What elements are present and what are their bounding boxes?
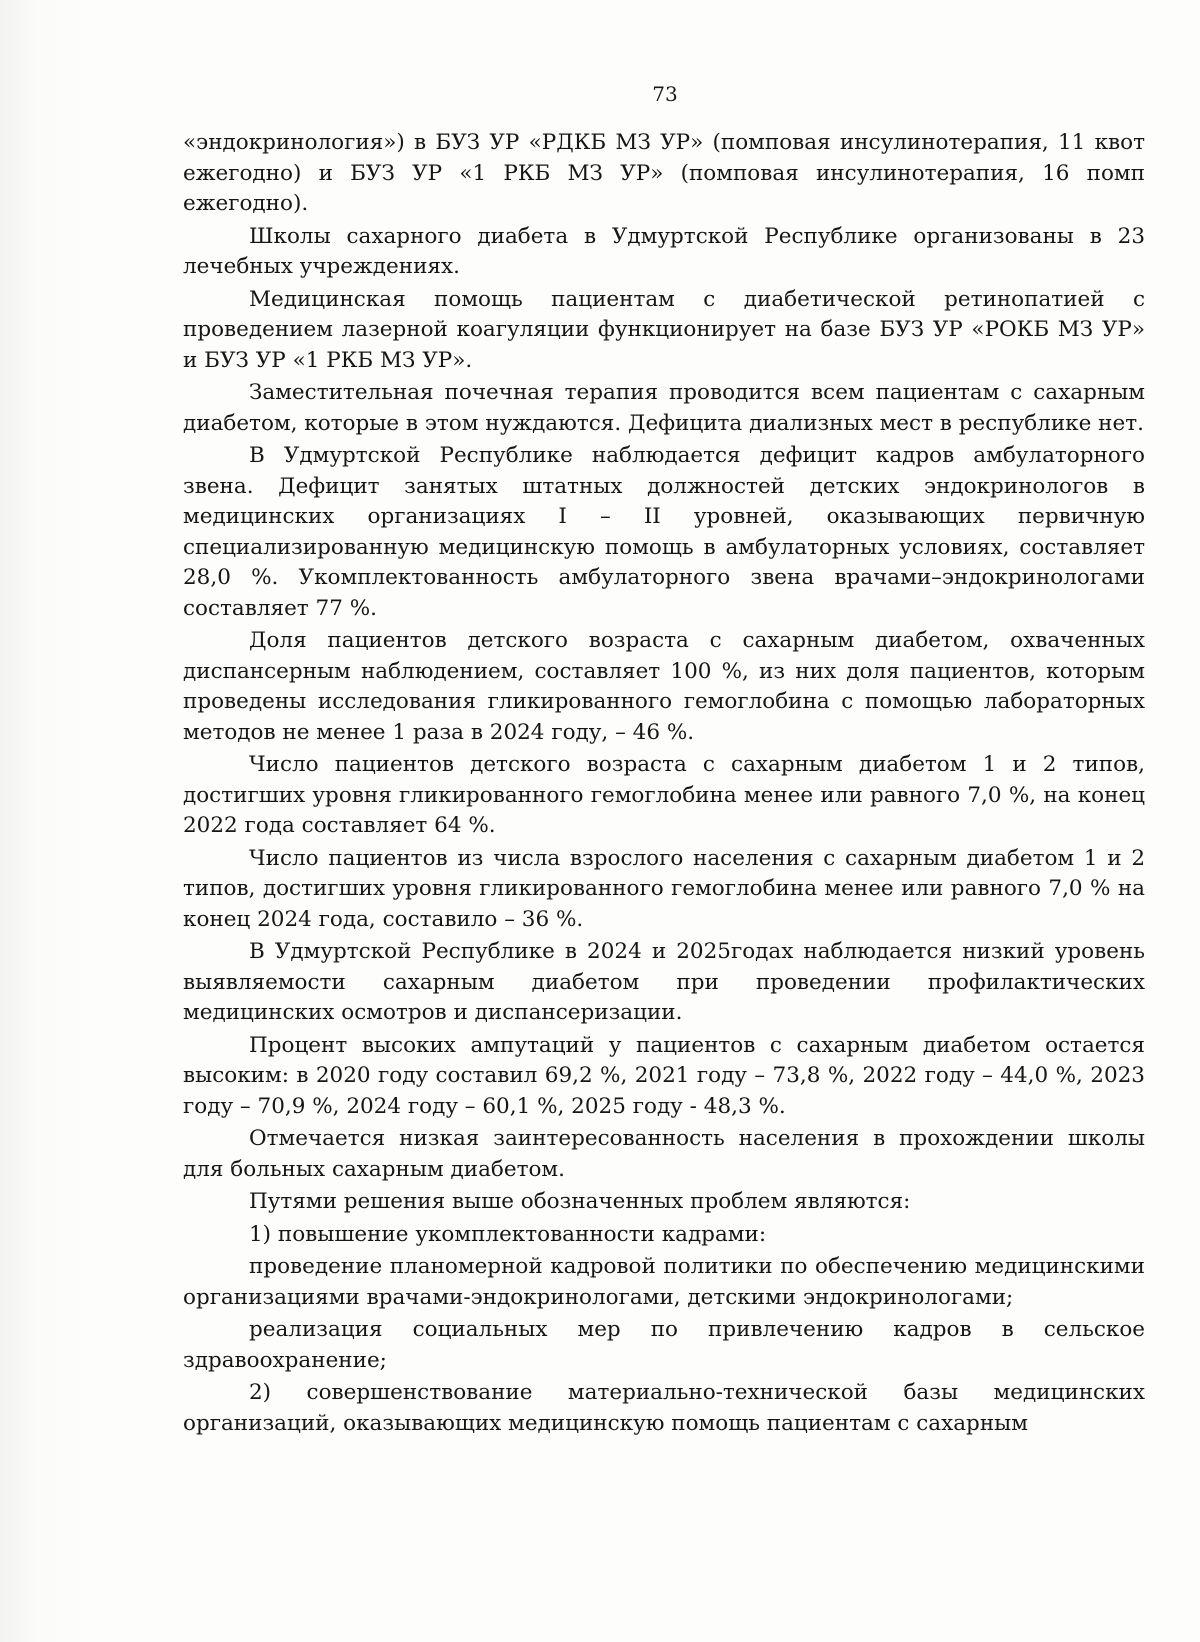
paragraph-14: проведение планомерной кадровой политики по обеспечению медицинскими организациями врачами-эндокринологами, детскими эндокринологами;	[183, 1254, 1145, 1310]
paragraph-9: В Удмуртской Республике в 2024 и 2025годах наблюдается низкий уровень выявляемости сахарным диабетом при проведении профилактических медицинских осмотров и диспансеризации.	[183, 939, 1145, 1025]
paragraph-12: Путями решения выше обозначенных проблем являются:	[249, 1189, 911, 1214]
paragraph-11: Отмечается низкая заинтересованность населения в прохождении школы для больных сахарным диабетом.	[183, 1126, 1145, 1182]
paragraph-13: 1) повышение укомплектованности кадрами:	[249, 1221, 767, 1247]
document-body	[183, 128, 1145, 1441]
paragraph-16: 2) совершенствование материально-технической базы медицинских организаций, оказывающих медицинскую помощь пациентам с сахарным	[183, 1380, 1145, 1436]
paragraph-4: Заместительная почечная терапия проводится всем пациентам с сахарным диабетом, которые в этом нуждаются. Дефицита диализных мест в республике нет.	[183, 380, 1145, 436]
paragraph-1: «эндокринология») в БУЗ УР «РДКБ МЗ УР» (помповая инсулинотерапия, 11 квот ежегодно) и БУЗ УР «1 РКБ МЗ УР» (помповая инсулинотерапия, 16 помп ежегодно).	[183, 130, 1145, 216]
paragraph-15: реализация социальных мер по привлечению кадров в сельское здравоохранение;	[183, 1317, 1145, 1373]
paragraph-10: Процент высоких ампутаций у пациентов с сахарным диабетом остается высоким: в 2020 году составил 69,2 %, 2021 году – 73,8 %, 2022 году – 44,0 %, 2023 году – 70,9 %, 2024 году – 60,1 %, 2025 году - 48,3 %.	[183, 1032, 1145, 1119]
paragraph-2: Школы сахарного диабета в Удмуртской Республике организованы в 23 лечебных учреждениях.	[183, 223, 1145, 279]
paragraph-7: Число пациентов детского возраста с сахарным диабетом 1 и 2 типов, достигших уровня гликированного гемоглобина менее или равного 7,0 %, на конец 2022 года составляет 64 %.	[183, 752, 1145, 838]
paragraph-6: Доля пациентов детского возраста с сахарным диабетом, охваченных диспансерным наблюдением, составляет 100 %, из них доля пациентов, которым проведены исследования гликированного гемоглобина с помощью лабораторных методов не менее 1 раза в 2024 году, – 46 %.	[183, 628, 1145, 745]
paragraph-3: Медицинская помощь пациентам с диабетической ретинопатией с проведением лазерной коагуляции функционирует на базе БУЗ УР «РОКБ МЗ УР» и БУЗ УР «1 РКБ МЗ УР».	[183, 286, 1145, 373]
paragraph-8: Число пациентов из числа взрослого населения с сахарным диабетом 1 и 2 типов, достигших уровня гликированного гемоглобина менее или равного 7,0 % на конец 2024 года, составило – 36 %.	[183, 845, 1145, 932]
page-number: 73	[652, 82, 678, 106]
paragraph-5: В Удмуртской Республике наблюдается дефицит кадров амбулаторного звена. Дефицит занятых штатных должностей детских эндокринологов в медицинских организациях I – II уровней, оказывающих первичную специализированную медицинскую помощь в амбулаторных условиях, составляет 28,0 %. Укомплектованность амбулаторного звена врачами–эндокринологами составляет 77 %.	[183, 443, 1145, 621]
